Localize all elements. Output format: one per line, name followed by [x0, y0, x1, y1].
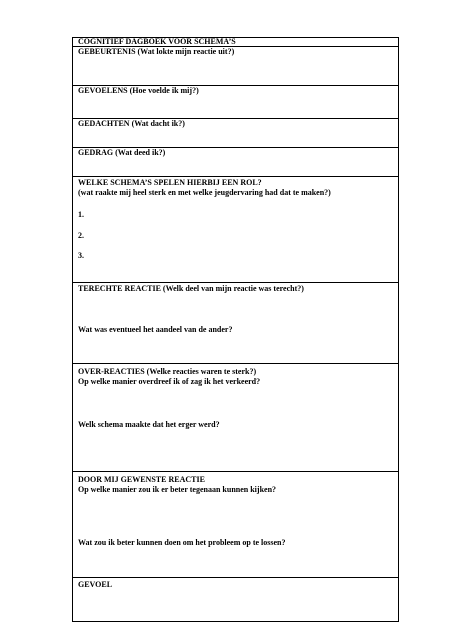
gebeurtenis-row — [73, 47, 398, 86]
gewenst-heading: DOOR MIJ GEWENSTE REACTIE — [78, 475, 205, 484]
diary-form-table — [72, 37, 399, 622]
terechte-reactie-row — [73, 283, 398, 364]
schema-item-1: 1. — [78, 210, 84, 219]
over-question-1: Op welke manier overdreef ik of zag ik het verkeerd? — [78, 377, 261, 386]
gewenst-question-2: Wat zou ik beter kunnen doen om het probleem op te lossen? — [78, 538, 286, 547]
schema-item-2: 2. — [78, 231, 84, 240]
gevoel-row — [73, 578, 398, 623]
schemas-subheading: (wat raakte mij heel sterk en met welke jeugdervaring had dat te maken?) — [78, 188, 331, 197]
gedrag-label: GEDRAG (Wat deed ik?) — [78, 148, 166, 157]
schemas-heading: WELKE SCHEMA’S SPELEN HIERBIJ EEN ROL? — [78, 178, 262, 187]
schemas-row — [73, 177, 398, 283]
schema-item-3: 3. — [78, 251, 84, 260]
gedrag-row — [73, 148, 398, 177]
gevoelens-row — [73, 86, 398, 119]
terechte-question: Wat was eventueel het aandeel van de ander? — [78, 325, 233, 334]
over-heading: OVER-REACTIES (Welke reacties waren te sterk?) — [78, 367, 257, 376]
gewenste-reactie-row — [73, 472, 398, 578]
terechte-heading: TERECHTE REACTIE (Welk deel van mijn reactie was terecht?) — [78, 284, 304, 293]
gewenst-question-1: Op welke manier zou ik er beter tegenaan kunnen kijken? — [78, 485, 277, 494]
title-row — [73, 38, 398, 47]
gebeurtenis-label: GEBEURTENIS (Wat lokte mijn reactie uit?) — [78, 47, 235, 56]
over-reacties-row — [73, 364, 398, 472]
over-question-2: Welk schema maakte dat het erger werd? — [78, 420, 220, 429]
gedachten-label: GEDACHTEN (Wat dacht ik?) — [78, 119, 185, 128]
gevoelens-label: GEVOELENS (Hoe voelde ik mij?) — [78, 86, 199, 95]
gedachten-row — [73, 119, 398, 148]
form-title: COGNITIEF DAGBOEK VOOR SCHEMA’S — [78, 37, 236, 46]
gevoel-label: GEVOEL — [78, 580, 113, 589]
